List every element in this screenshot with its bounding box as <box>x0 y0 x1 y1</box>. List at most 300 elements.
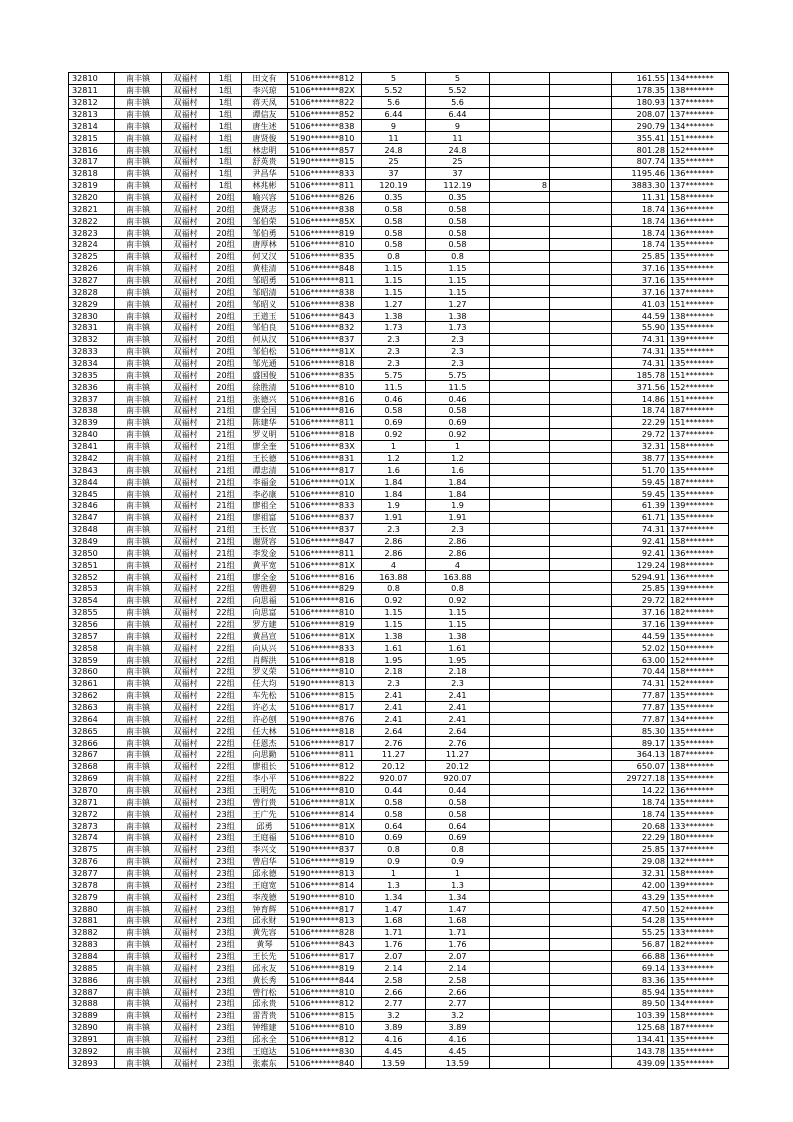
cell-group: 23组 <box>210 974 242 986</box>
cell-area-a: 2.41 <box>426 713 490 725</box>
cell-phone: 134******* <box>668 998 729 1010</box>
cell-group: 23组 <box>210 1057 242 1069</box>
cell-town: 南丰镇 <box>115 215 162 227</box>
cell-area-total: 2.41 <box>362 689 426 701</box>
cell-area-total: 120.19 <box>362 179 426 191</box>
table-row <box>69 843 729 855</box>
cell-area-c <box>550 381 612 393</box>
cell-town: 南丰镇 <box>115 239 162 251</box>
cell-area-a: 920.07 <box>426 772 490 784</box>
cell-area-b <box>490 618 550 630</box>
cell-area-b <box>490 215 550 227</box>
cell-area-total: 6.44 <box>362 108 426 120</box>
table-row <box>69 760 729 772</box>
cell-area-a: 2.3 <box>426 357 490 369</box>
table-row <box>69 476 729 488</box>
cell-amount: 18.74 <box>612 808 668 820</box>
cell-phone: 133******* <box>668 820 729 832</box>
cell-phone: 137******* <box>668 108 729 120</box>
cell-group: 23组 <box>210 855 242 867</box>
cell-area-total: 25 <box>362 156 426 168</box>
cell-town: 南丰镇 <box>115 998 162 1010</box>
cell-amount: 20.68 <box>612 820 668 832</box>
cell-group: 20组 <box>210 286 242 298</box>
cell-area-b <box>490 630 550 642</box>
cell-area-c <box>550 725 612 737</box>
cell-village: 双福村 <box>162 73 210 85</box>
cell-area-total: 0.92 <box>362 428 426 440</box>
cell-area-a: 2.3 <box>426 333 490 345</box>
cell-village: 双福村 <box>162 950 210 962</box>
cell-phone: 135******* <box>668 250 729 262</box>
cell-town: 南丰镇 <box>115 796 162 808</box>
cell-phone: 139******* <box>668 499 729 511</box>
cell-amount: 103.39 <box>612 1009 668 1021</box>
cell-area-b <box>490 665 550 677</box>
cell-row-number: 32864 <box>69 713 115 725</box>
cell-group: 1组 <box>210 73 242 85</box>
cell-area-a: 13.59 <box>426 1057 490 1069</box>
table-row <box>69 772 729 784</box>
cell-group: 23组 <box>210 962 242 974</box>
cell-group: 20组 <box>210 239 242 251</box>
cell-area-total: 0.58 <box>362 239 426 251</box>
cell-name: 李必康 <box>242 488 288 500</box>
cell-area-c <box>550 642 612 654</box>
cell-village: 双福村 <box>162 322 210 334</box>
cell-area-total: 2.86 <box>362 547 426 559</box>
cell-area-c <box>550 879 612 891</box>
cell-area-c <box>550 250 612 262</box>
cell-village: 双福村 <box>162 1033 210 1045</box>
cell-amount: 1195.46 <box>612 167 668 179</box>
cell-area-c <box>550 547 612 559</box>
cell-area-total: 2.41 <box>362 713 426 725</box>
cell-amount: 3883.30 <box>612 179 668 191</box>
cell-village: 双福村 <box>162 654 210 666</box>
cell-area-total: 0.92 <box>362 594 426 606</box>
cell-area-b <box>490 832 550 844</box>
cell-phone: 135******* <box>668 511 729 523</box>
cell-row-number: 32863 <box>69 701 115 713</box>
cell-group: 22组 <box>210 713 242 725</box>
cell-area-b <box>490 156 550 168</box>
cell-town: 南丰镇 <box>115 84 162 96</box>
cell-amount: 77.87 <box>612 713 668 725</box>
cell-area-a: 2.41 <box>426 701 490 713</box>
cell-area-a: 4.16 <box>426 1033 490 1045</box>
cell-name: 向从兴 <box>242 642 288 654</box>
cell-area-c <box>550 654 612 666</box>
cell-name: 李福金 <box>242 476 288 488</box>
cell-area-total: 0.58 <box>362 227 426 239</box>
cell-area-c <box>550 511 612 523</box>
cell-area-total: 1.38 <box>362 310 426 322</box>
cell-name: 谢贤容 <box>242 535 288 547</box>
cell-group: 1组 <box>210 167 242 179</box>
cell-area-total: 1.76 <box>362 938 426 950</box>
cell-area-c <box>550 73 612 85</box>
cell-group: 23组 <box>210 926 242 938</box>
cell-name: 邱永全 <box>242 1033 288 1045</box>
cell-area-total: 11.5 <box>362 381 426 393</box>
cell-area-b <box>490 938 550 950</box>
cell-area-a: 1.34 <box>426 891 490 903</box>
cell-id-number: 5106*******837 <box>288 511 362 523</box>
cell-group: 22组 <box>210 772 242 784</box>
cell-village: 双福村 <box>162 998 210 1010</box>
cell-town: 南丰镇 <box>115 452 162 464</box>
cell-town: 南丰镇 <box>115 962 162 974</box>
cell-area-c <box>550 630 612 642</box>
cell-name: 谭忠清 <box>242 464 288 476</box>
cell-name: 王道玉 <box>242 310 288 322</box>
cell-name: 王长先 <box>242 950 288 962</box>
cell-area-total: 2.77 <box>362 998 426 1010</box>
cell-id-number: 5106*******81X <box>288 559 362 571</box>
cell-area-c <box>550 891 612 903</box>
table-row <box>69 713 729 725</box>
cell-row-number: 32882 <box>69 926 115 938</box>
cell-area-a: 1.15 <box>426 618 490 630</box>
cell-village: 双福村 <box>162 784 210 796</box>
cell-town: 南丰镇 <box>115 903 162 915</box>
cell-phone: 135******* <box>668 737 729 749</box>
cell-area-a: 163.88 <box>426 571 490 583</box>
cell-area-total: 1 <box>362 440 426 452</box>
cell-area-b <box>490 310 550 322</box>
table-row <box>69 618 729 630</box>
table-row <box>69 428 729 440</box>
cell-name: 王庭达 <box>242 1045 288 1057</box>
cell-group: 21组 <box>210 393 242 405</box>
cell-town: 南丰镇 <box>115 784 162 796</box>
cell-village: 双福村 <box>162 191 210 203</box>
cell-town: 南丰镇 <box>115 179 162 191</box>
table-row <box>69 689 729 701</box>
cell-area-c <box>550 464 612 476</box>
cell-group: 22组 <box>210 677 242 689</box>
cell-amount: 29.72 <box>612 594 668 606</box>
cell-amount: 66.88 <box>612 950 668 962</box>
cell-row-number: 32849 <box>69 535 115 547</box>
cell-area-b <box>490 642 550 654</box>
cell-area-total: 2.64 <box>362 725 426 737</box>
cell-id-number: 5106*******817 <box>288 903 362 915</box>
cell-village: 双福村 <box>162 1057 210 1069</box>
table-row <box>69 903 729 915</box>
cell-id-number: 5106*******822 <box>288 772 362 784</box>
cell-area-total: 2.58 <box>362 974 426 986</box>
cell-amount: 70.44 <box>612 665 668 677</box>
table-row <box>69 677 729 689</box>
cell-town: 南丰镇 <box>115 843 162 855</box>
cell-phone: 135******* <box>668 808 729 820</box>
cell-phone: 134******* <box>668 120 729 132</box>
table-row <box>69 820 729 832</box>
cell-village: 双福村 <box>162 179 210 191</box>
cell-area-total: 1.9 <box>362 499 426 511</box>
cell-village: 双福村 <box>162 594 210 606</box>
cell-town: 南丰镇 <box>115 523 162 535</box>
cell-row-number: 32835 <box>69 369 115 381</box>
cell-group: 20组 <box>210 227 242 239</box>
table-row <box>69 440 729 452</box>
table-row <box>69 132 729 144</box>
cell-area-a: 2.66 <box>426 986 490 998</box>
cell-area-total: 5 <box>362 73 426 85</box>
cell-id-number: 5106*******817 <box>288 950 362 962</box>
cell-village: 双福村 <box>162 499 210 511</box>
cell-name: 邱永友 <box>242 962 288 974</box>
cell-area-b <box>490 405 550 417</box>
cell-id-number: 5106*******818 <box>288 654 362 666</box>
cell-town: 南丰镇 <box>115 1033 162 1045</box>
cell-village: 双福村 <box>162 488 210 500</box>
cell-area-a: 1.15 <box>426 262 490 274</box>
cell-town: 南丰镇 <box>115 689 162 701</box>
cell-amount: 37.16 <box>612 262 668 274</box>
cell-name: 邹昭勇 <box>242 274 288 286</box>
cell-area-a: 0.44 <box>426 784 490 796</box>
cell-row-number: 32844 <box>69 476 115 488</box>
table-row <box>69 345 729 357</box>
cell-phone: 138******* <box>668 760 729 772</box>
cell-area-total: 0.35 <box>362 191 426 203</box>
cell-area-c <box>550 1021 612 1033</box>
cell-area-b <box>490 950 550 962</box>
cell-area-b <box>490 345 550 357</box>
cell-area-total: 1.47 <box>362 903 426 915</box>
cell-area-b <box>490 499 550 511</box>
cell-area-c <box>550 701 612 713</box>
cell-area-b <box>490 286 550 298</box>
cell-area-b <box>490 108 550 120</box>
cell-group: 21组 <box>210 488 242 500</box>
cell-town: 南丰镇 <box>115 227 162 239</box>
table-row <box>69 1045 729 1057</box>
cell-village: 双福村 <box>162 606 210 618</box>
cell-row-number: 32869 <box>69 772 115 784</box>
cell-area-a: 5.52 <box>426 84 490 96</box>
cell-village: 双福村 <box>162 120 210 132</box>
cell-row-number: 32816 <box>69 144 115 156</box>
cell-area-total: 2.3 <box>362 523 426 535</box>
cell-town: 南丰镇 <box>115 262 162 274</box>
cell-name: 盛国俊 <box>242 369 288 381</box>
cell-group: 23组 <box>210 950 242 962</box>
cell-area-a: 2.3 <box>426 523 490 535</box>
cell-group: 20组 <box>210 333 242 345</box>
cell-town: 南丰镇 <box>115 191 162 203</box>
cell-area-total: 2.86 <box>362 535 426 547</box>
cell-area-total: 9 <box>362 120 426 132</box>
cell-group: 21组 <box>210 452 242 464</box>
table-row <box>69 974 729 986</box>
cell-id-number: 5190*******813 <box>288 867 362 879</box>
cell-village: 双福村 <box>162 1009 210 1021</box>
cell-row-number: 32829 <box>69 298 115 310</box>
cell-area-a: 9 <box>426 120 490 132</box>
cell-group: 22组 <box>210 654 242 666</box>
cell-id-number: 5106*******832 <box>288 322 362 334</box>
cell-row-number: 32867 <box>69 748 115 760</box>
cell-id-number: 5106*******811 <box>288 274 362 286</box>
cell-name: 唐贤俊 <box>242 132 288 144</box>
cell-amount: 77.87 <box>612 701 668 713</box>
cell-id-number: 5106*******818 <box>288 357 362 369</box>
cell-town: 南丰镇 <box>115 677 162 689</box>
cell-area-total: 1.3 <box>362 879 426 891</box>
cell-phone: 151******* <box>668 416 729 428</box>
cell-phone: 135******* <box>668 986 729 998</box>
cell-phone: 136******* <box>668 227 729 239</box>
cell-area-total: 0.69 <box>362 832 426 844</box>
cell-village: 双福村 <box>162 832 210 844</box>
table-row <box>69 179 729 191</box>
cell-village: 双福村 <box>162 938 210 950</box>
cell-group: 22组 <box>210 689 242 701</box>
cell-name: 唐生述 <box>242 120 288 132</box>
cell-village: 双福村 <box>162 239 210 251</box>
cell-area-b <box>490 725 550 737</box>
table-row <box>69 333 729 345</box>
cell-phone: 134******* <box>668 73 729 85</box>
cell-area-total: 5.75 <box>362 369 426 381</box>
cell-name: 黄琴 <box>242 938 288 950</box>
cell-area-c <box>550 820 612 832</box>
cell-group: 22组 <box>210 737 242 749</box>
table-row <box>69 322 729 334</box>
cell-phone: 187******* <box>668 748 729 760</box>
cell-area-c <box>550 120 612 132</box>
cell-area-b <box>490 701 550 713</box>
cell-town: 南丰镇 <box>115 464 162 476</box>
cell-area-total: 1.73 <box>362 322 426 334</box>
cell-name: 李发金 <box>242 547 288 559</box>
cell-group: 21组 <box>210 511 242 523</box>
cell-phone: 135******* <box>668 796 729 808</box>
cell-area-c <box>550 559 612 571</box>
cell-town: 南丰镇 <box>115 120 162 132</box>
cell-town: 南丰镇 <box>115 832 162 844</box>
cell-row-number: 32892 <box>69 1045 115 1057</box>
cell-row-number: 32847 <box>69 511 115 523</box>
cell-amount: 74.31 <box>612 677 668 689</box>
cell-phone: 137******* <box>668 286 729 298</box>
cell-town: 南丰镇 <box>115 571 162 583</box>
cell-id-number: 5106*******833 <box>288 642 362 654</box>
cell-group: 22组 <box>210 665 242 677</box>
cell-village: 双福村 <box>162 203 210 215</box>
cell-area-a: 0.8 <box>426 843 490 855</box>
cell-area-b <box>490 760 550 772</box>
cell-area-b <box>490 511 550 523</box>
cell-area-a: 5.75 <box>426 369 490 381</box>
cell-group: 20组 <box>210 310 242 322</box>
table-row <box>69 523 729 535</box>
cell-area-total: 3.2 <box>362 1009 426 1021</box>
cell-area-c <box>550 523 612 535</box>
cell-phone: 136******* <box>668 784 729 796</box>
cell-area-b <box>490 879 550 891</box>
table-row <box>69 393 729 405</box>
cell-village: 双福村 <box>162 144 210 156</box>
cell-name: 邹伯松 <box>242 345 288 357</box>
cell-area-a: 1.95 <box>426 654 490 666</box>
cell-area-c <box>550 227 612 239</box>
cell-area-a: 2.86 <box>426 547 490 559</box>
cell-area-total: 1.91 <box>362 511 426 523</box>
cell-area-total: 4 <box>362 559 426 571</box>
cell-phone: 152******* <box>668 144 729 156</box>
cell-village: 双福村 <box>162 464 210 476</box>
cell-name: 林忠明 <box>242 144 288 156</box>
cell-area-c <box>550 286 612 298</box>
cell-phone: 187******* <box>668 405 729 417</box>
cell-area-a: 0.69 <box>426 832 490 844</box>
cell-name: 曾胜碧 <box>242 582 288 594</box>
cell-name: 邱永财 <box>242 915 288 927</box>
cell-area-total: 0.46 <box>362 393 426 405</box>
cell-amount: 143.78 <box>612 1045 668 1057</box>
cell-area-c <box>550 322 612 334</box>
table-row <box>69 665 729 677</box>
cell-town: 南丰镇 <box>115 511 162 523</box>
table-body <box>69 73 729 1069</box>
cell-phone: 137******* <box>668 843 729 855</box>
cell-name: 廖祖全 <box>242 499 288 511</box>
cell-row-number: 32883 <box>69 938 115 950</box>
cell-amount: 129.24 <box>612 559 668 571</box>
cell-amount: 74.31 <box>612 357 668 369</box>
cell-id-number: 5106*******857 <box>288 144 362 156</box>
cell-area-a: 3.2 <box>426 1009 490 1021</box>
cell-town: 南丰镇 <box>115 760 162 772</box>
cell-area-c <box>550 689 612 701</box>
table-row <box>69 1033 729 1045</box>
cell-id-number: 5190*******810 <box>288 132 362 144</box>
cell-amount: 125.68 <box>612 1021 668 1033</box>
cell-amount: 63.00 <box>612 654 668 666</box>
table-row <box>69 357 729 369</box>
cell-group: 23组 <box>210 832 242 844</box>
cell-area-a: 4 <box>426 559 490 571</box>
cell-name: 向思富 <box>242 606 288 618</box>
cell-area-c <box>550 926 612 938</box>
table-row <box>69 748 729 760</box>
cell-area-b <box>490 203 550 215</box>
cell-village: 双福村 <box>162 357 210 369</box>
cell-area-total: 1.27 <box>362 298 426 310</box>
cell-row-number: 32817 <box>69 156 115 168</box>
cell-area-c <box>550 215 612 227</box>
cell-group: 21组 <box>210 428 242 440</box>
cell-id-number: 5190*******810 <box>288 891 362 903</box>
cell-phone: 158******* <box>668 535 729 547</box>
cell-id-number: 5106*******835 <box>288 369 362 381</box>
cell-row-number: 32842 <box>69 452 115 464</box>
cell-area-a: 1 <box>426 440 490 452</box>
cell-village: 双福村 <box>162 274 210 286</box>
cell-group: 1组 <box>210 132 242 144</box>
cell-id-number: 5106*******843 <box>288 310 362 322</box>
cell-phone: 135******* <box>668 915 729 927</box>
cell-name: 谭信友 <box>242 108 288 120</box>
cell-row-number: 32834 <box>69 357 115 369</box>
table-row <box>69 1057 729 1069</box>
cell-group: 22组 <box>210 630 242 642</box>
